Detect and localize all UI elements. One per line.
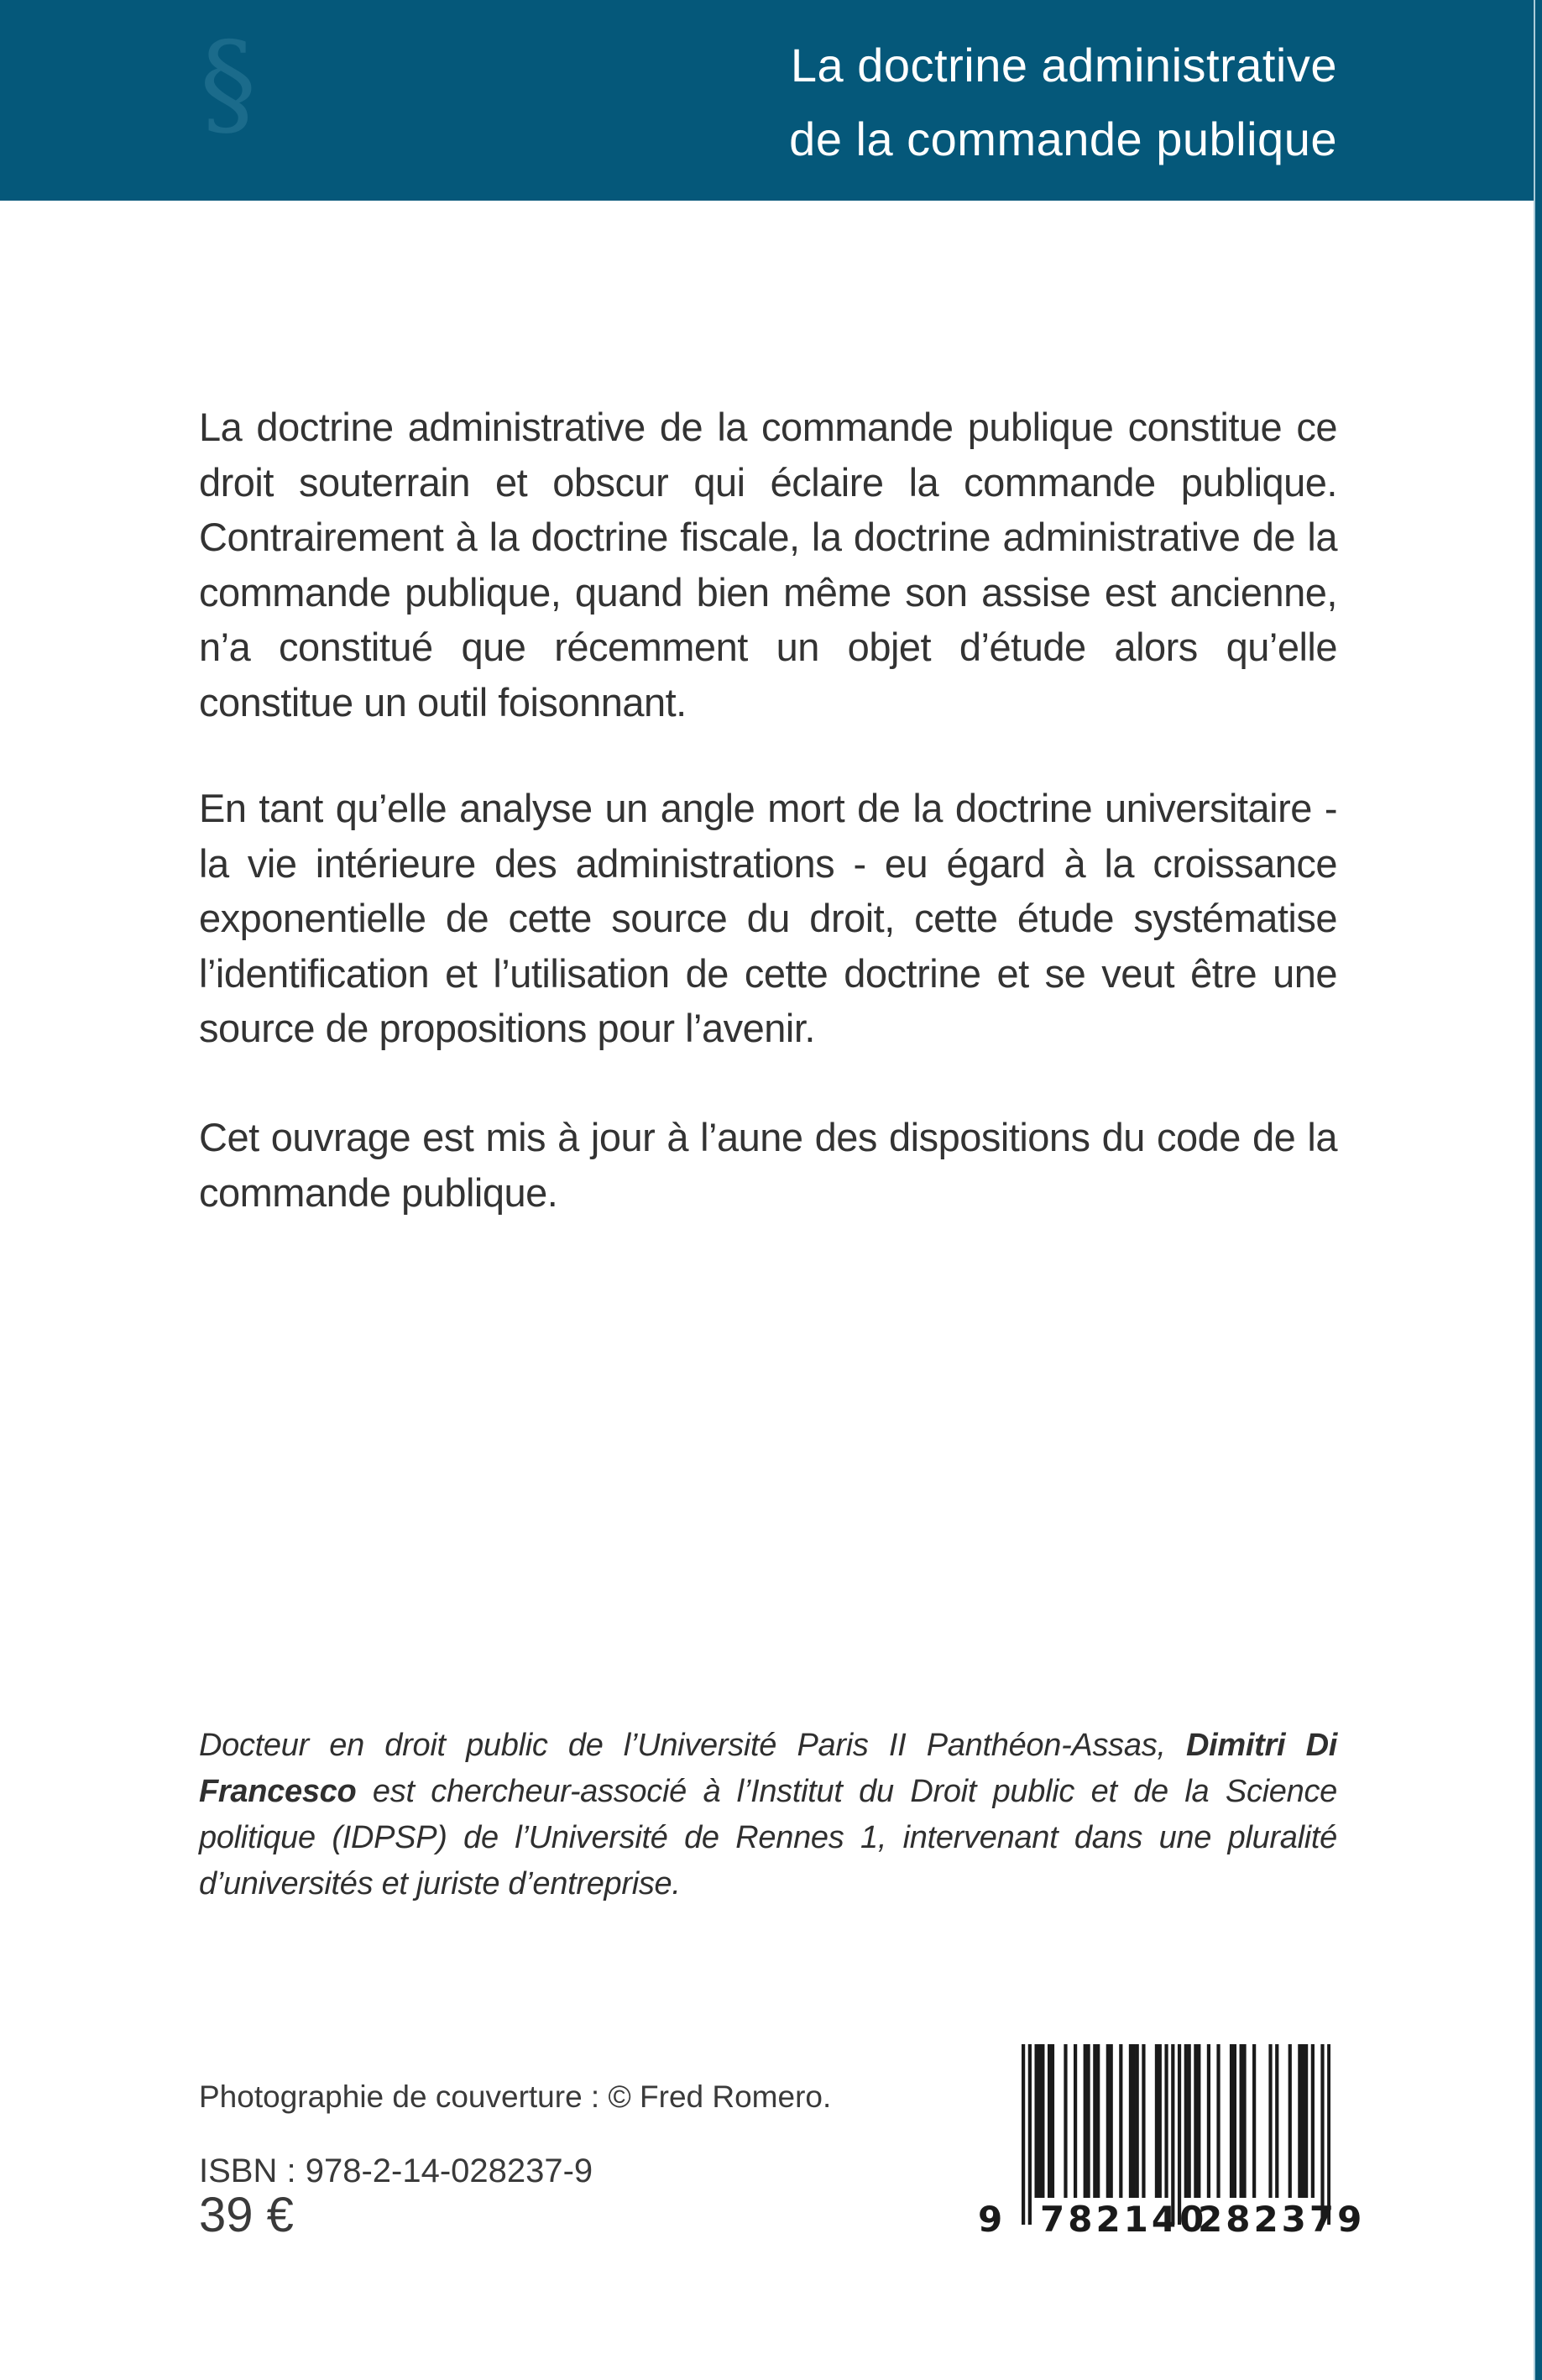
barcode-digits-right: 282379 [1198, 2199, 1366, 2240]
barcode-digit-prefix: 9 [978, 2199, 1003, 2240]
book-title [789, 29, 1337, 176]
paragraph-section-icon: § [200, 18, 257, 149]
book-title-line1: La doctrine administrative [790, 39, 1337, 92]
isbn-text: ISBN : 978-2-14-028237-9 [199, 2152, 593, 2189]
synopsis-paragraph-2: En tant qu’elle analyse un angle mort de la doctrine universitaire - la vie intérieure des administrations - eu égard à la croissance exponentielle de cette source du droit, cette étude systématise l’identification et l’utilisation de cette doctrine et se veut être une source de propositions pour l’avenir. [199, 786, 1337, 1050]
author-bio [199, 1723, 1337, 1907]
price-text: 39 € [199, 2188, 294, 2242]
right-edge-strip [1534, 0, 1542, 2380]
header-band [0, 0, 1542, 201]
book-title-line2: de la commande publique [789, 112, 1337, 165]
synopsis-paragraph-1: La doctrine administrative de la commande publique constitue ce droit souterrain et obscur qui éclaire la commande publique. Contrairement à la doctrine fiscale, la doctrine administrative de la commande publique, quand bien même son assise est ancienne, n’a constitué que récemment un objet d’étude alors qu’elle constitue un outil foisonnant. [199, 405, 1337, 724]
synopsis-paragraph-3: Cet ouvrage est mis à jour à l’aune des dispositions du code de la commande publique. [199, 1115, 1337, 1215]
author-bio-text-after: est chercheur-associé à l’Institut du Droit public et de la Science politique (IDPSP) de l’Université de Rennes 1, intervenant dans une pluralité d’universités et juriste d’entreprise. [199, 1774, 1337, 1901]
author-name: Dimitri Di Francesco [199, 1728, 1338, 1809]
author-bio-text-before: Docteur en droit public de l’Université Paris II Panthéon-Assas, [199, 1728, 1187, 1763]
barcode [978, 2044, 1366, 2240]
photo-credit: Photographie de couverture : © Fred Romero. [199, 2079, 832, 2114]
barcode-digits-left: 782140 [1040, 2199, 1208, 2240]
